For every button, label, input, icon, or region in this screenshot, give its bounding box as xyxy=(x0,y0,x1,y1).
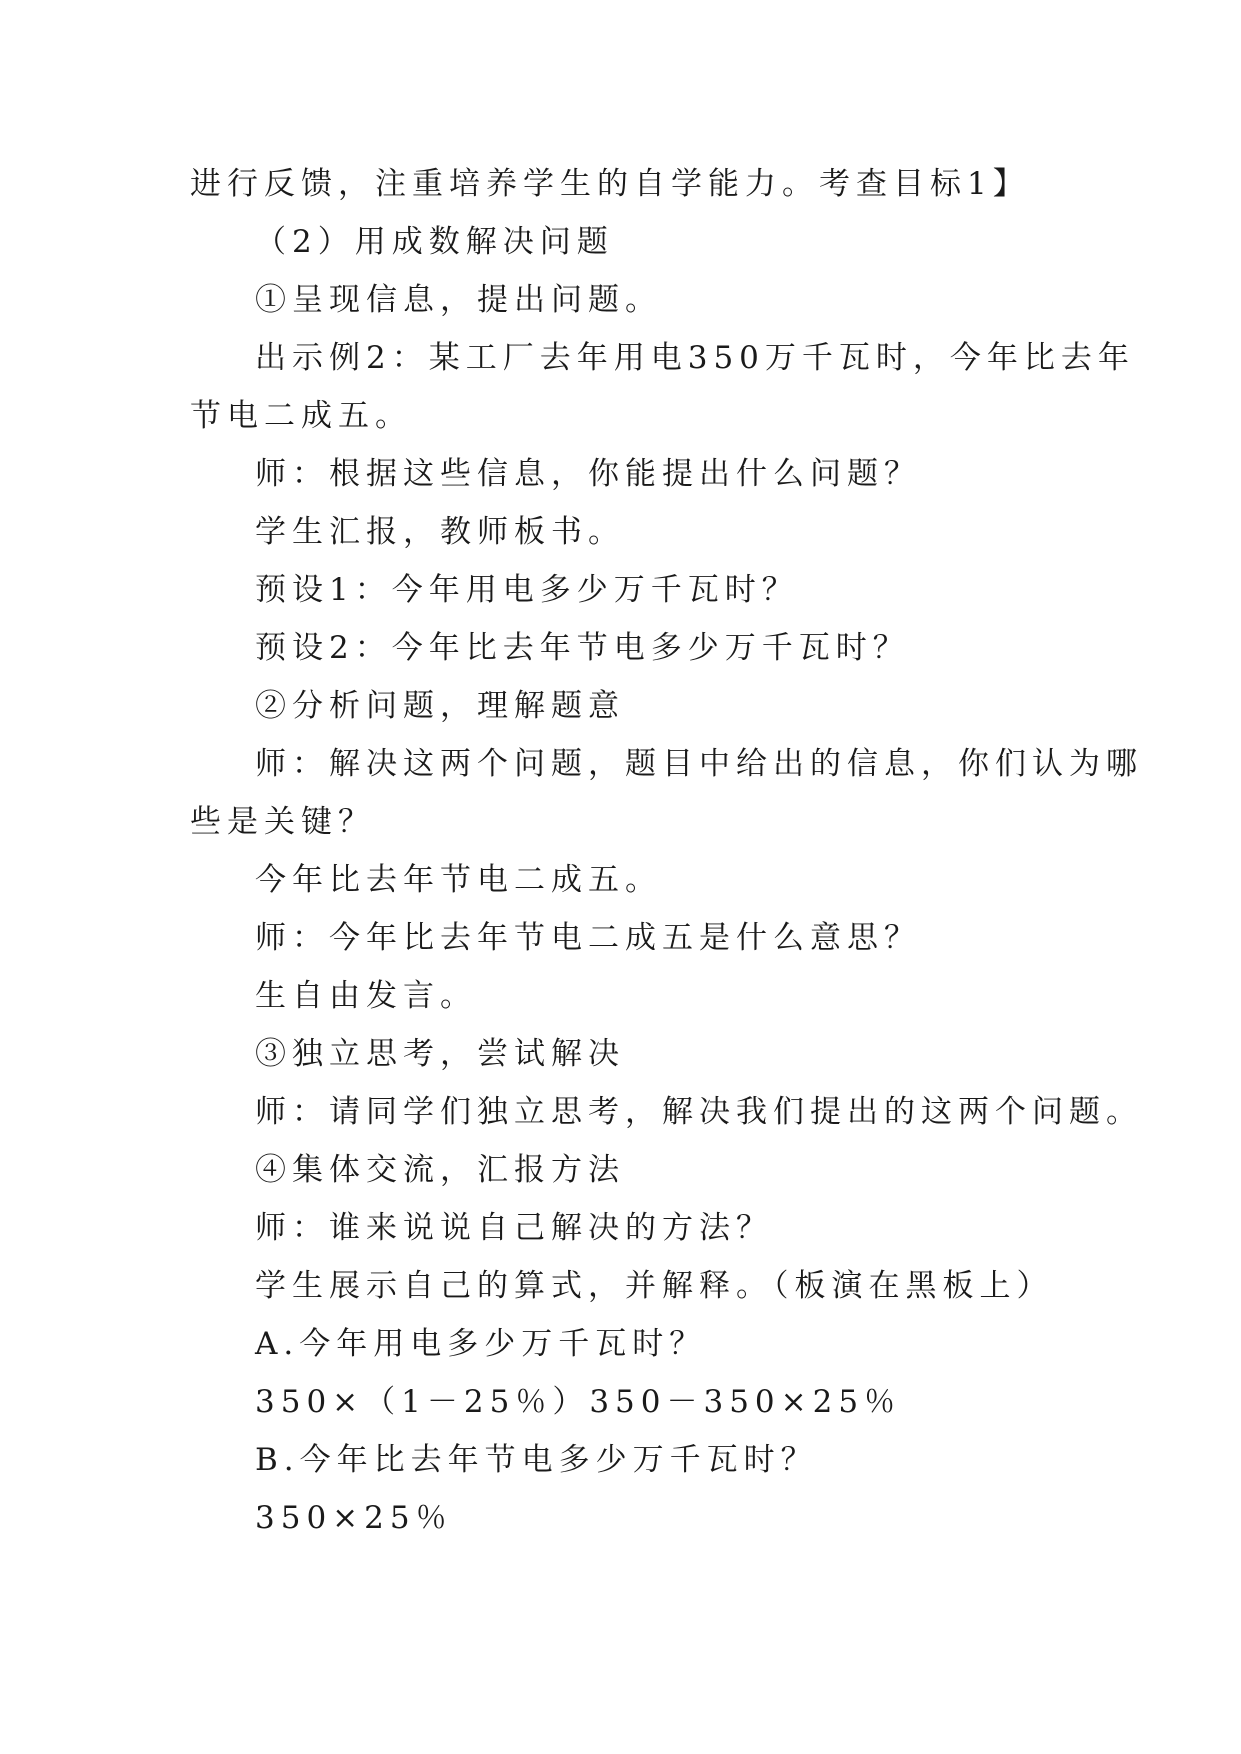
paragraph-line: 师：今年比去年节电二成五是什么意思？ xyxy=(255,920,921,956)
formula-line: 350×（1－25％）350－350×25％ xyxy=(255,1384,902,1420)
question-line: B.今年比去年节电多少万千瓦时？ xyxy=(255,1442,818,1478)
formula-line: 350×25％ xyxy=(255,1500,453,1536)
paragraph-line: 师：解决这两个问题，题目中给出的信息，你们认为哪 xyxy=(255,746,1143,782)
paragraph-line: 预设2：今年比去年节电多少万千瓦时？ xyxy=(255,630,910,666)
paragraph-line: 师：请同学们独立思考，解决我们提出的这两个问题。 xyxy=(255,1094,1143,1130)
step-heading: ③独立思考，尝试解决 xyxy=(255,1036,625,1072)
paragraph-line: 预设1：今年用电多少万千瓦时？ xyxy=(255,572,799,608)
section-heading: （2）用成数解决问题 xyxy=(255,224,614,260)
paragraph-line: 进行反馈，注重培养学生的自学能力。考查目标1】 xyxy=(190,166,1030,202)
paragraph-line: 今年比去年节电二成五。 xyxy=(255,862,662,898)
paragraph-line: 些是关键？ xyxy=(190,804,375,840)
step-heading: ①呈现信息，提出问题。 xyxy=(255,282,662,318)
paragraph-line: 学生汇报，教师板书。 xyxy=(255,514,625,550)
paragraph-line: 学生展示自己的算式，并解释。（板演在黑板上） xyxy=(255,1268,1054,1304)
step-heading: ②分析问题，理解题意 xyxy=(255,688,625,724)
step-heading: ④集体交流，汇报方法 xyxy=(255,1152,625,1188)
paragraph-line: 出示例2：某工厂去年用电350万千瓦时，今年比去年 xyxy=(255,340,1135,376)
paragraph-line: 生自由发言。 xyxy=(255,978,477,1014)
paragraph-line: 师：根据这些信息，你能提出什么问题？ xyxy=(255,456,921,492)
paragraph-line: 节电二成五。 xyxy=(190,398,412,434)
paragraph-line: 师：谁来说说自己解决的方法？ xyxy=(255,1210,773,1246)
question-line: A.今年用电多少万千瓦时？ xyxy=(255,1326,707,1362)
